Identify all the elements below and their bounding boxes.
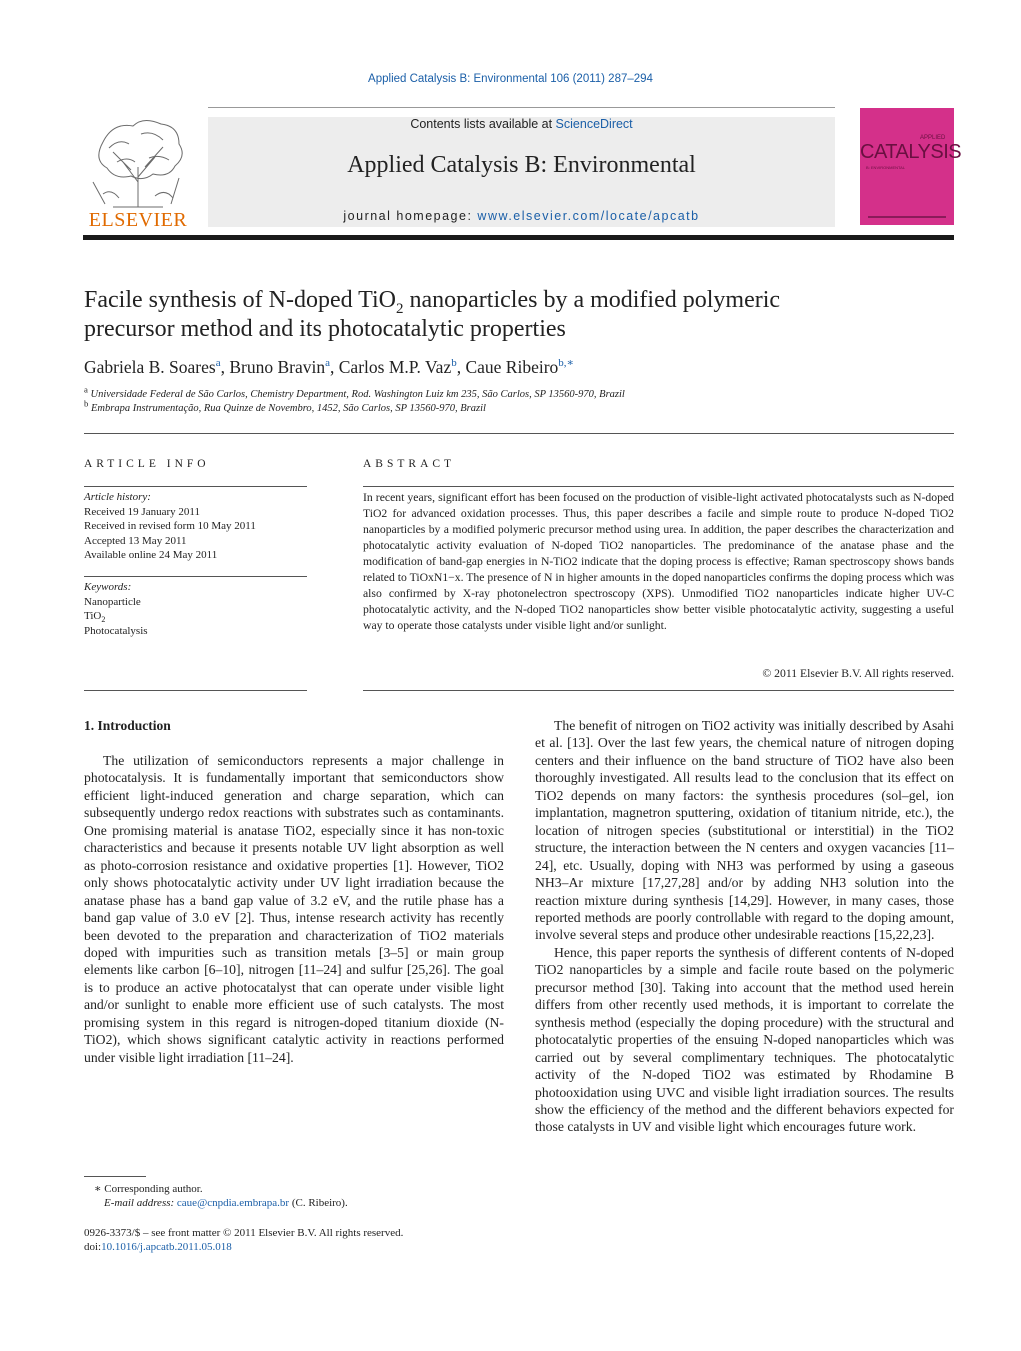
keyword: Photocatalysis (84, 624, 148, 637)
history-item: Received 19 January 2011 (84, 505, 200, 518)
author-list: Gabriela B. Soares$^a$, Bruno Bravin$^a$, Carlos M.P. Vaz$^b$, Caue Ribeiro$^{b,∗}$ (84, 357, 575, 377)
divider (84, 576, 307, 577)
cover-catalysis-text: CATALYSIS (860, 141, 962, 163)
author-name: Gabriela B. Soares (84, 357, 216, 377)
email-label: E-mail address: (104, 1197, 177, 1209)
paragraph: The benefit of nitrogen on TiO2 activity was initially described by Asahi et al. [13]. Over the last few years, the chemical nature of nitrogen doping centers and their influence on the band structure of TiO2 have also been thoroughly investigated. All results lead to the conclusion that its effect on TiO2 depends on many factors: the synthesis procedures (sol–gel, ion implantation, magnetron sputtering, oxidation of titanium nitride, etc.), the location of nitrogen species (substitutional or interstitial) in the TiO2 structure, the interaction between the N centers and oxygen vacancies [11–24], etc. Usually, doping with NH3 was performed by using a gaseous NH3–Ar mixture [17,27,28] and/or by adding NH3 solution into the reaction mixture during synthesis [14,29]. However, in many cases, those reported methods are poorly controllable with regard to the doping amount, involve several steps and produce other undesirable reactions [15,22,23]. (535, 718, 954, 943)
divider (363, 690, 954, 691)
contents-prefix: Contents lists available at (410, 117, 556, 131)
history-item: Received in revised form 10 May 2011 (84, 520, 256, 532)
abstract-text: In recent years, significant effort has been focused on the production of visible-light activated photocatalysts such as N-doped TiO2 for advanced oxidation processes. Thus, this paper describes a facile and simple route to produce N-doped TiO2 nanoparticles by a modified polymeric precursor method using urea. In addition, the paper describes the characterization and photocatalytic activity evaluation of N-doped TiO2 nanoparticles. The predominance of the anatase phase and the modification of band-gap energies in N-TiO2 indicate that the doping process is effective; Raman spectroscopy shows bands related to TiOxN1−x. The presence of N in higher amounts in the doped nanoparticles confirms the doping process which was also confirmed by X-ray photonelectron spectroscopy (XPS). Unmodified TiO2 nanoparticles indicate higher UV-C photocatalytic activity, and the N-doped TiO2 nanoparticles show better visible photocatalytic activity, suggesting a useful way to operate those catalysts under visible light and/or sunlight. (363, 491, 954, 632)
header-thick-rule (83, 235, 954, 240)
paragraph: The utilization of semiconductors represents a major challenge in photocatalysis. It is fundamentally important that semiconductors show efficient light-induced generation and charge separation, which can subsequently undergo redox reactions with substrates such as contaminants. One promising material is anatase TiO2, especially since it has non-toxic characteristics and because it presents notable UV light absorption as well as photo-corrosion resistance and oxidative properties [1]. However, TiO2 only shows photocatalytic activity under UV light irradiation because the anatase phase has a band gap value of 3.2 eV, and the rutile phase has a band gap value of 3.0 eV [2]. Thus, intense research activity has recently been devoted to the preparation and characterization of TiO2 materials doped with impurities such as transition metals [3–5] or main group elements like carbon [6–10], nitrogen [11–24] and sulfur [25,26]. The goal is to produce an active photocatalyst that can operate under visible light and/or sunlight to enable more efficient use of such catalysts. The most promising system in this regard is nitrogen-doped titanium dioxide (N-TiO2), which shows significant catalytic activity in reactions performed under visible light irradiation [11–24]. (84, 753, 504, 1065)
article-info-label: ARTICLE INFO (84, 458, 210, 470)
history-item: Available online 24 May 2011 (84, 549, 218, 561)
abstract-label: ABSTRACT (363, 458, 456, 470)
sciencedirect-link[interactable]: ScienceDirect (555, 117, 633, 131)
corresponding-author-note: ∗ Corresponding author. (94, 1183, 203, 1195)
author-name: Caue Ribeiro (465, 357, 559, 377)
divider (363, 486, 954, 487)
article-history (84, 490, 307, 563)
cover-rule (868, 216, 946, 218)
author-affil-mark[interactable]: b,∗ (558, 357, 575, 370)
header-rule (208, 107, 835, 108)
keyword: TiO$_2$ (84, 610, 106, 625)
issn-line: 0926-3373/$ – see front matter © 2011 Elsevier B.V. All rights reserved. (84, 1227, 404, 1239)
author-name: Carlos M.P. Vaz (338, 357, 452, 377)
title-part: Facile synthesis of N-doped TiO (84, 287, 396, 313)
homepage-prefix: journal homepage: (343, 209, 478, 223)
divider (84, 486, 307, 487)
author-affil-mark[interactable]: a (325, 357, 330, 370)
journal-cover-thumbnail (860, 108, 962, 225)
homepage-link[interactable]: www.elsevier.com/locate/apcatb (477, 209, 700, 223)
title-subscript: 2 (396, 300, 404, 317)
divider (84, 690, 307, 691)
affiliation-mark: a (84, 384, 88, 395)
section-heading: 1. Introduction (84, 718, 171, 733)
author-affil-mark[interactable]: a (215, 357, 221, 370)
footnote-rule (84, 1176, 146, 1177)
contents-line (208, 117, 835, 131)
email-link[interactable]: caue@cnpdia.embrapa.br (176, 1197, 290, 1209)
body-column-left (84, 752, 504, 1066)
cover-applied-text: APPLIED (920, 135, 946, 141)
author-affil-mark[interactable]: b (451, 357, 457, 370)
doi-prefix: doi: (84, 1241, 102, 1253)
history-item: Accepted 13 May 2011 (84, 534, 187, 547)
doi-line (84, 1240, 232, 1255)
journal-reference[interactable]: Applied Catalysis B: Environmental 106 (2011) 287–294 (368, 73, 653, 85)
copyright: © 2011 Elsevier B.V. All rights reserved. (762, 667, 954, 680)
history-label: Article history: (84, 491, 151, 503)
email-suffix: (C. Ribeiro). (289, 1197, 348, 1209)
title-part: nanoparticles by a modified polymeric (403, 287, 781, 313)
affiliation-text: Embrapa Instrumentação, Rua Quinze de Novembro, 1452, São Carlos, SP 13560-970, Brazil (91, 403, 486, 414)
paragraph: Hence, this paper reports the synthesis of different contents of N-doped TiO2 nanoparticles by a simple and facile route based on the polymeric precursor method [30]. Taking into account that the method used herein differs from other recently used methods, it is important to correlate the synthesis method (especially the doping procedure) with the structural and photocatalytic properties of the ensuing N-doped nanoparticles which was carried out by several complimentary techniques. The photocatalytic activity of the N-doped TiO2 was estimated by Rhodamine B photooxidation using UVC and visible light irradiation sources. The results show the efficiency of the method and the different behaviors expected for those catalysts in UV and visible light which encourages future work. (535, 944, 954, 1135)
body-column-right (535, 717, 954, 1136)
journal-homepage (208, 209, 835, 223)
doi-link[interactable]: 10.1016/j.apcatb.2011.05.018 (101, 1241, 232, 1253)
cover-subtitle: B: ENVIRONMENTAL (866, 165, 906, 170)
elsevier-wordmark: ELSEVIER (88, 209, 188, 231)
affiliation-text: Universidade Federal de São Carlos, Chemistry Department, Rod. Washington Luiz km 235, São Carlos, SP 13560-970, Brazil (90, 389, 625, 400)
divider (84, 433, 954, 434)
affiliation-b (84, 398, 486, 414)
affiliation-mark: b (84, 398, 89, 409)
keyword: Nanoparticle (84, 595, 141, 608)
article-title (84, 286, 944, 344)
journal-title: Applied Catalysis B: Environmental (347, 152, 696, 178)
author-name: Bruno Bravin (229, 357, 326, 377)
affiliation-a (84, 384, 625, 400)
keywords (84, 580, 307, 638)
title-line-2: precursor method and its photocatalytic properties (84, 316, 566, 342)
email-note (104, 1196, 348, 1211)
keywords-label: Keywords: (84, 581, 132, 593)
